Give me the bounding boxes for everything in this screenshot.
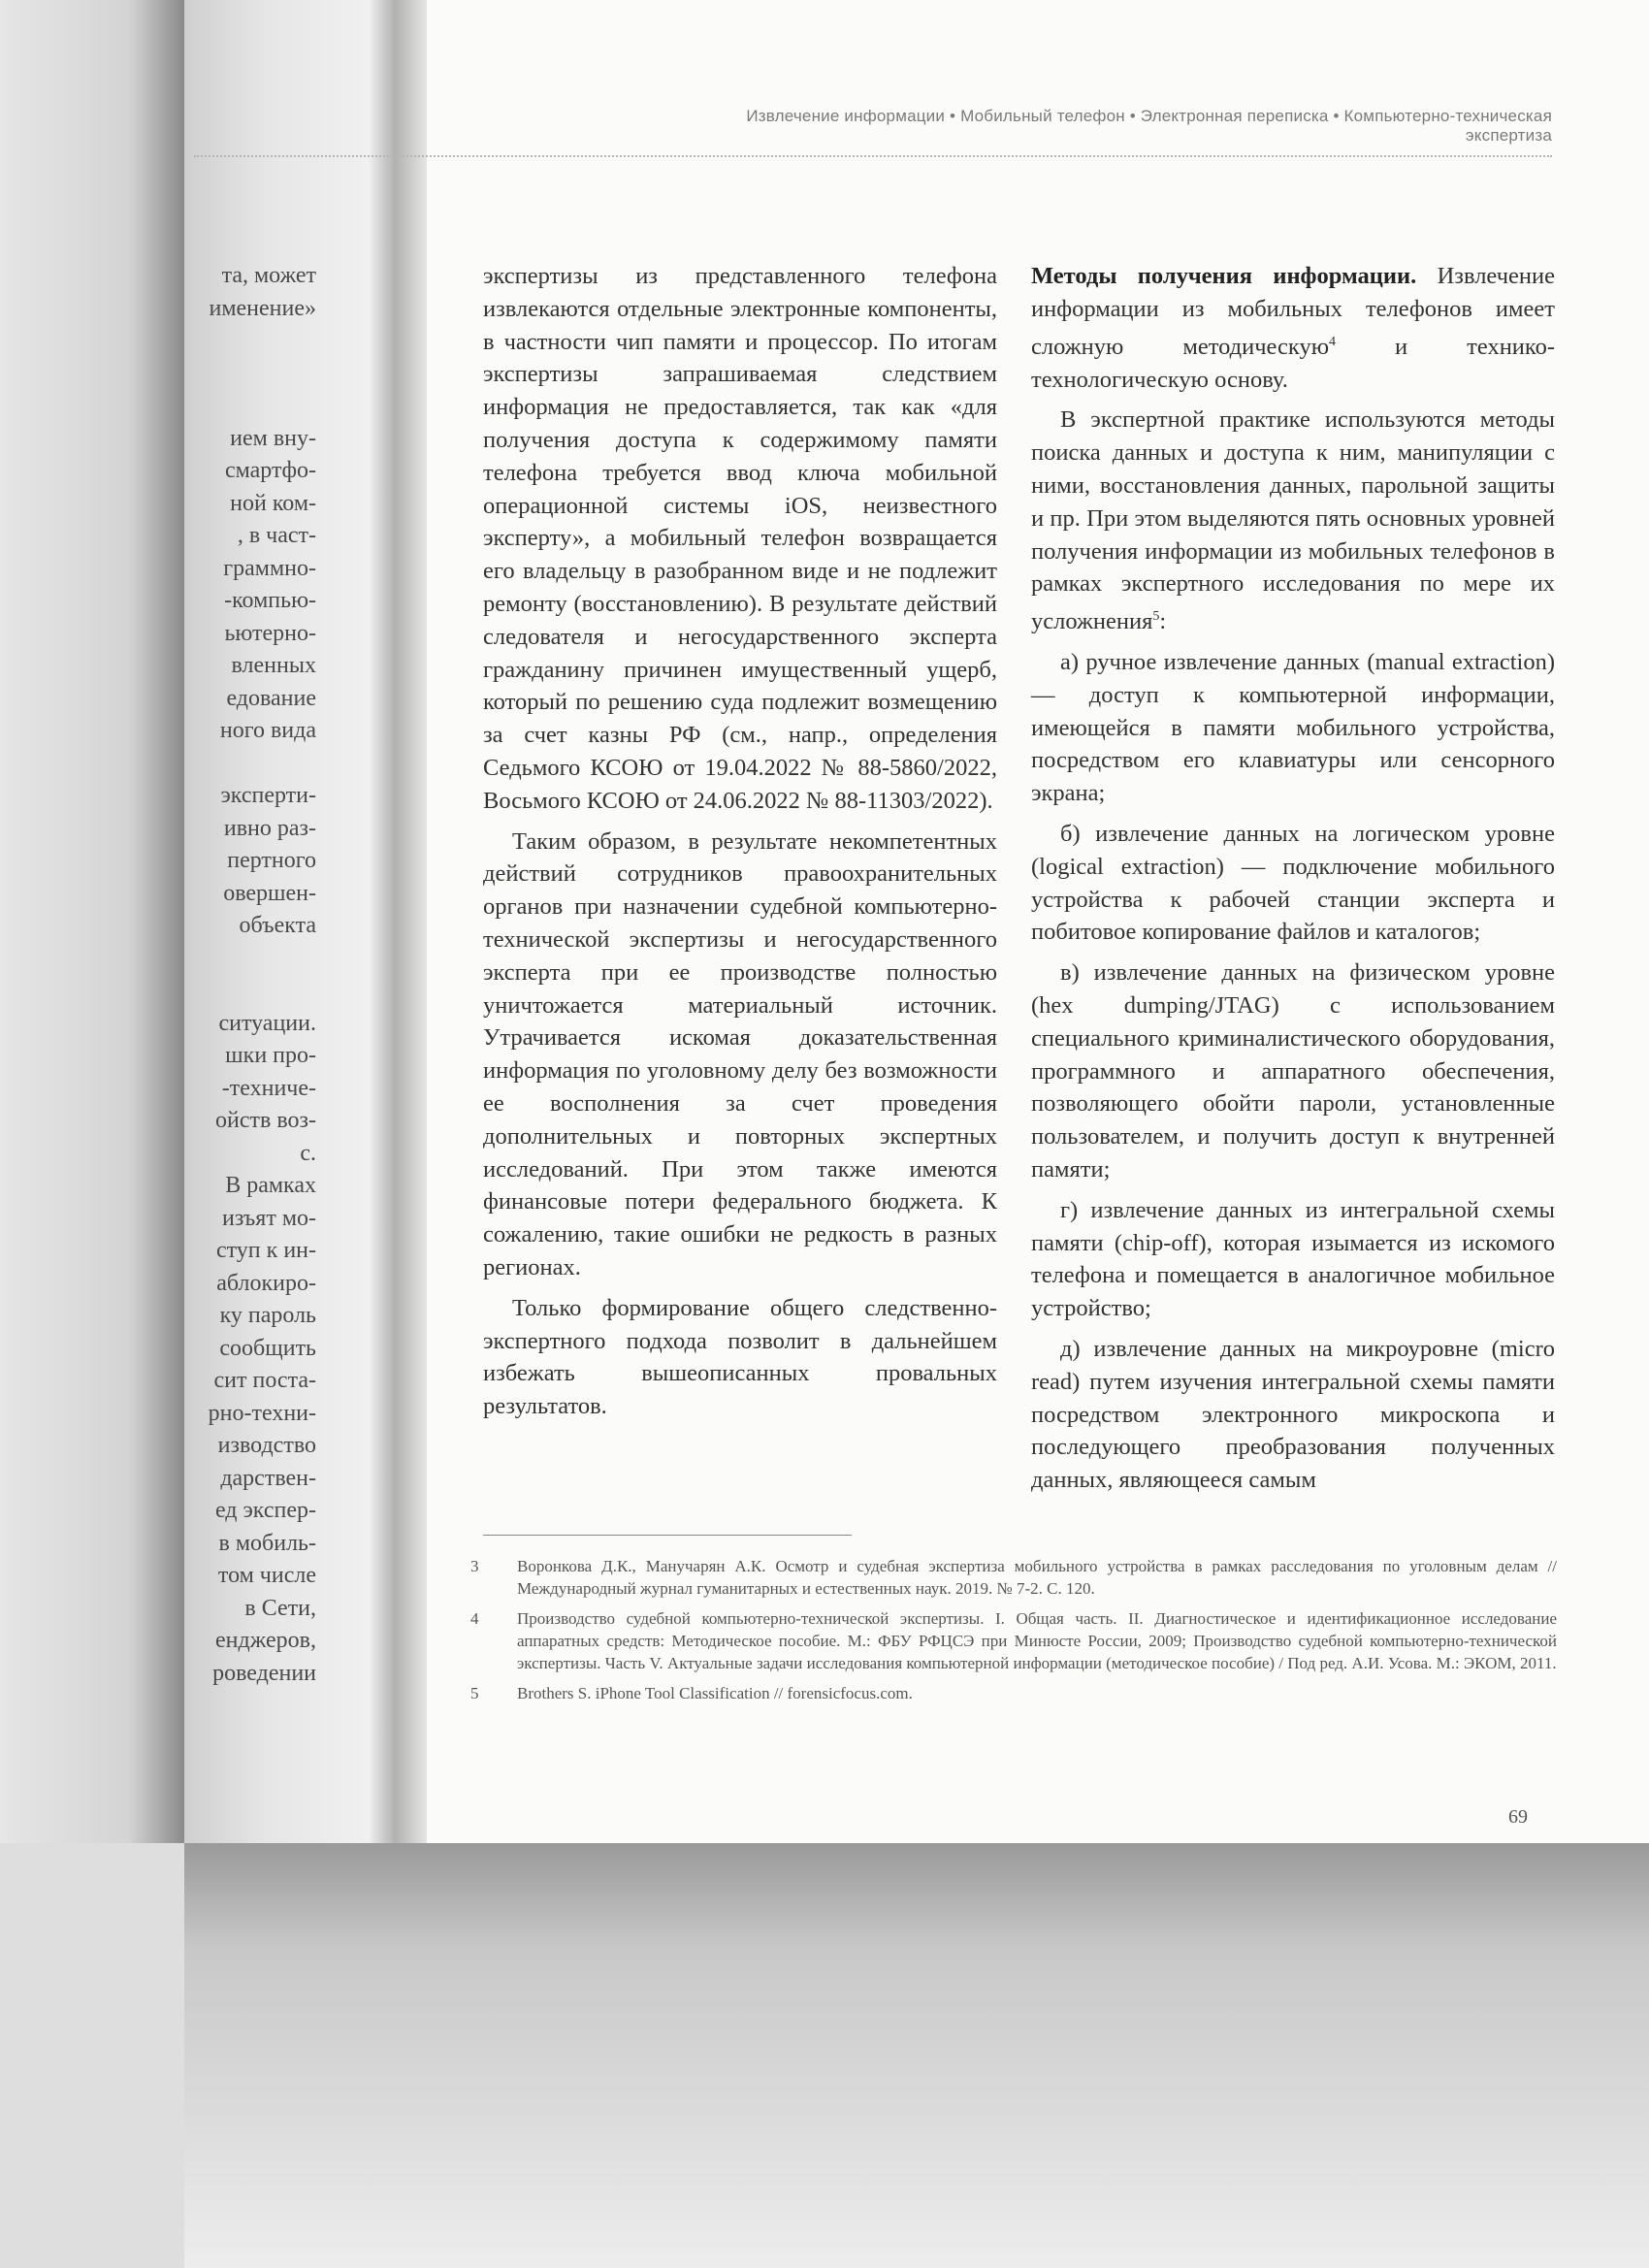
list-item: д) извлечение данных на микроуровне (micro read) путем изучения интегральной схемы памяти посредством электронного микроскопа и последующего преобразования полученных данных, являющееся самым	[1031, 1336, 1555, 1494]
footnote-ref-5: 5	[1152, 609, 1160, 625]
book-spine-shadow	[369, 0, 427, 1872]
left-page-line: ступ к ин-	[215, 1238, 316, 1263]
left-page-line: вленных	[231, 653, 316, 678]
left-page-line: граммно-	[223, 555, 316, 581]
left-page-line: ку пароль	[219, 1303, 316, 1328]
list-item: б) извлечение данных на логическом уровне (logical extraction) — подключение мобильного устройства к рабочей станции эксперта и побитовое копирование файлов и каталогов;	[1031, 821, 1555, 946]
left-page-line: енджеров,	[215, 1628, 316, 1653]
scanner-corner	[0, 1843, 184, 2268]
text-column-2	[1031, 260, 1555, 1497]
left-page-line: роведении	[212, 1660, 316, 1686]
page-bottom-shadow	[184, 1843, 1649, 2268]
footnote-ref-4: 4	[1329, 334, 1337, 349]
footnote-number: 4	[470, 1609, 479, 1628]
left-page-line: едование	[226, 685, 316, 711]
left-page-line: В рамках	[225, 1173, 316, 1198]
left-page-line: в мобиль-	[218, 1530, 316, 1556]
left-page-line: -техниче-	[221, 1075, 316, 1101]
left-page-line: том числе	[217, 1563, 316, 1588]
left-page-line: с.	[300, 1140, 316, 1166]
left-page-line: дарствен-	[220, 1465, 316, 1491]
left-page-line: объекта	[239, 913, 316, 938]
page-number: 69	[1508, 1806, 1528, 1828]
footnote	[470, 1682, 1557, 1704]
section-heading: Методы получения информации.	[1031, 263, 1417, 289]
left-page-line	[190, 975, 316, 1008]
left-page-line: , в част-	[237, 523, 316, 548]
list-item: г) извлечение данных из интегральной схемы памяти (chip-off), которая изымается из искомого телефона и помещается в аналогичное мобильное устройство;	[1031, 1196, 1555, 1322]
list-item: в) извлечение данных на физическом уровне (hex dumping/JTAG) с использованием специального криминалистического оборудования, программного и аппаратного обеспечения, позволяющего обойти пароли, установленные пользователем, и получить доступ к внутренней памяти;	[1031, 959, 1555, 1183]
footnote-number: 5	[470, 1684, 479, 1702]
left-page-line: ойств воз-	[215, 1108, 316, 1133]
paragraph: В экспертной практике используются методы поиска данных и доступа к ним, манипуляции с ними, восстановления данных, парольной защиты и пр. При этом выделяются пять основных уровней получения информации из мобильных телефонов в рамках экспертного исследования по мере их усложнения$^5$:	[1031, 406, 1555, 635]
left-page-line	[190, 390, 316, 423]
left-page-line: ед экспер-	[214, 1498, 316, 1523]
left-page-line: аблокиро-	[216, 1270, 316, 1296]
paragraph: экспертизы из представленного телефона извлекаются отдельные электронные компоненты, в частности чип памяти и процессор. По итогам экспертизы запрашиваемая следствием информация не предоставляется, так как «для получения доступа к содержимому памяти телефона требуется ввод ключа мобильной операционной системы iOS, неизвестного эксперту», а мобильный телефон возвращается его владельцу в разобранном виде и не подлежит ремонту (восстановлению). В результате действий следователя и негосударственного эксперта гражданину причинен имущественный ущерб, который по решению суда подлежит возмещению за счет казны РФ (см., напр., определения Седьмого КСОЮ от 19.04.2022 № 88-5860/2022, Восьмого КСОЮ от 24.06.2022 № 88-11303/2022).	[483, 263, 997, 814]
left-page-line: ного вида	[219, 718, 316, 743]
running-head: Извлечение информации • Мобильный телефон • Электронная переписка • Компьютерно-техническая экспертиза	[746, 107, 1552, 145]
left-page-line	[190, 943, 316, 976]
left-page-line: -компью-	[224, 588, 316, 613]
footnote	[470, 1555, 1557, 1600]
left-page-line	[190, 358, 316, 391]
left-page-line: пертного	[227, 848, 316, 873]
left-page-line	[190, 325, 316, 358]
left-page-line: в Сети,	[244, 1595, 316, 1621]
paragraph: Только формирование общего следственно-экспертного подхода позволит в дальнейшем избежать вышеописанных провальных результатов.	[483, 1294, 997, 1420]
left-page-line: именение»	[209, 295, 316, 321]
left-page-line: ием вну-	[230, 425, 316, 451]
left-page-line: изъят мо-	[221, 1205, 316, 1231]
left-page-line: сообщить	[219, 1335, 316, 1361]
footnote-rule	[483, 1535, 852, 1536]
left-page-line: эксперти-	[220, 783, 316, 808]
left-page-line: ивно раз-	[223, 815, 316, 841]
footnotes	[470, 1555, 1557, 1712]
footnote-text: Производство судебной компьютерно-технической экспертизы. I. Общая часть. II. Диагностическое и идентификационное исследование аппаратных средств: Методическое пособие. М.: ФБУ РФЦСЭ при Минюсте России, 2009; Производство судебной компьютерно-технической экспертизы. Часть V. Актуальные задачи исследования компьютерной информации (методическое пособие) / Под ред. А.И. Усова. М.: ЭКОМ, 2011.	[517, 1609, 1557, 1672]
left-page-line: ной ком-	[230, 490, 316, 516]
footnote-text: Brothers S. iPhone Tool Classification // forensicfocus.com.	[517, 1684, 913, 1702]
list-item: а) ручное извлечение данных (manual extraction) — доступ к компьютерной информации, имеющейся в памяти мобильного устройства, посредством его клавиатуры или сенсорного экрана;	[1031, 649, 1555, 807]
text-column-1	[483, 260, 997, 1423]
left-page-line: ситуации.	[218, 1010, 316, 1036]
left-page-line: рно-техни-	[208, 1400, 316, 1426]
footnote	[470, 1607, 1557, 1674]
left-page-line: та, может	[221, 263, 316, 288]
left-page-line: овершен-	[223, 880, 316, 906]
footnote-number: 3	[470, 1557, 479, 1575]
section-intro-paragraph: Методы получения информации. Извлечение информации из мобильных телефонов имеет сложную методическую$^4$ и технико-технологическую основу.	[1031, 263, 1555, 393]
left-page-line: изводство	[217, 1433, 316, 1458]
footnote-text: Воронкова Д.К., Манучарян А.К. Осмотр и судебная экспертиза мобильного устройства в рамках расследования по уголовным делам // Международный журнал гуманитарных и естественных наук. 2019. № 7-2. С. 120.	[517, 1557, 1557, 1598]
paragraph: Таким образом, в результате некомпетентных действий сотрудников правоохранительных органов при назначении судебной компьютерно-технической экспертизы и негосударственного эксперта при ее производстве полностью уничтожается материальный источник. Утрачивается искомая доказательственная информация по уголовному делу без возможности ее восполнения за счет проведения дополнительных и повторных экспертных исследований. При этом также имеются финансовые потери федерального бюджета. К сожалению, такие ошибки не редкость в разных регионах.	[483, 827, 997, 1280]
left-page-line: ьютерно-	[224, 620, 316, 646]
left-page-line: сит поста-	[213, 1368, 316, 1393]
left-page-line	[190, 748, 316, 781]
left-page-text-fragments	[190, 260, 316, 1690]
left-page-line: смартфо-	[224, 458, 316, 483]
left-page-line: шки про-	[225, 1043, 316, 1068]
header-rule	[194, 155, 1552, 157]
